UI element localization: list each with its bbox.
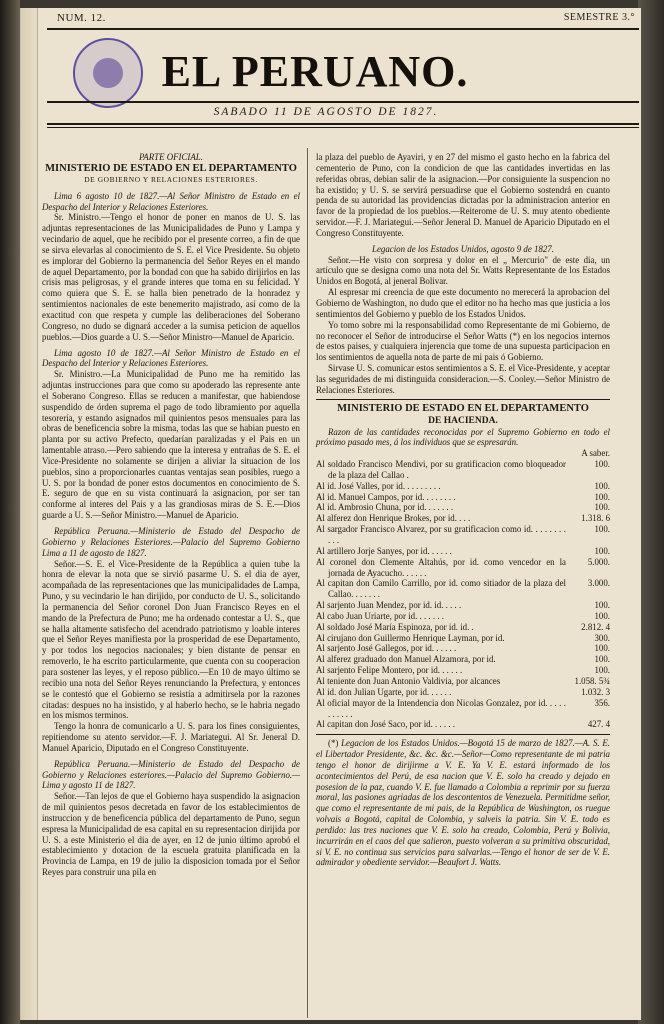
ledger-amount: 100. [594, 610, 610, 621]
ministry-heading-2: MINISTERIO DE ESTADO EN EL DEPARTAMENTO [337, 402, 589, 414]
ledger-row [316, 611, 610, 622]
ledger-recipient: Al id. don Julian Ugarte, por id. . . . . . [316, 686, 452, 697]
ledger-row [316, 698, 610, 720]
letter-3-dateline: República Peruana.—Ministerio de Estado del Despacho de Gobierno y Relaciones Esteriores.—Palacio del Supremo Gobierno Lima a 11 de agosto de 1827. [42, 526, 300, 558]
ledger-recipient: Al alferez don Henrique Brokes, por id. . . . [316, 513, 471, 524]
library-stamp [73, 38, 143, 108]
ledger-recipient: Al teniente don Juan Antonio Valdivia, por alcances [316, 675, 501, 686]
ledger-row [316, 459, 610, 481]
ledger-amount: 100. [594, 654, 610, 665]
ledger-recipient: Al sarjento Juan Mendez, por id. id. . . . . [316, 600, 462, 611]
page-shadow-right [638, 0, 664, 1024]
ledger-recipient: Al alferez graduado don Manuel Alzamora, por id. [316, 654, 496, 665]
ledger-amount: 1.032. 3 [581, 686, 610, 697]
masthead-title: EL PERUANO. [161, 47, 469, 96]
ledger-list [316, 459, 610, 730]
issue-number: NUM. 12. [57, 12, 106, 24]
legation-title: Legacion de los Estados Unidos, agosto 9 de 1827. [372, 243, 554, 254]
legation-para-1: Señor.—He visto con sorpresa y dolor en el „ Mercurio" de este dia, un artículo que se designa como una nota del Sr. Watts Representante de los Estados Unidos en Bogotá, al jeneral Bolivar. [316, 254, 610, 287]
ledger-recipient: Al oficial mayor de la Intendencia don Nicolas Gonzalez, por id. . . . . . . . . . . [316, 697, 566, 719]
footnote [316, 738, 610, 868]
section-heading: PARTE OFICIAL. [139, 152, 203, 162]
stamp-crest-icon [93, 58, 123, 88]
ledger-recipient: Al id. Ambrosio Chuna, por id. . . . . . . [316, 502, 454, 513]
ledger-intro: Razon de las cantidades reconocidas por el Supremo Gobierno en todo el próximo pasado mes, á los individuos que se espresarán. [316, 426, 610, 448]
legation-para-2: Al espresar mi creencia de que este documento no merecerá la aprobacion del Gobierno de Washington, no dudo que el editor no ha hecho mas que justicia a los sentimientos del Gobierno y pueblo de los Estados Unidos. [316, 287, 610, 319]
header-top-rule [47, 28, 639, 30]
ledger-amount: 1.318. 6 [581, 513, 610, 524]
ledger-amount: 300. [594, 632, 610, 643]
ledger-row [316, 622, 610, 633]
ledger-row [316, 654, 610, 665]
ledger-amount: 2.812. 4 [581, 621, 610, 632]
ledger-row [316, 687, 610, 698]
ledger-recipient: Al capitan don José Saco, por id. . . . . . [316, 719, 456, 730]
letter-3-body: Señor.—S. E. el Vice-Presidente de la República a quien tube la honra de elevar la nota que se sirvió pasarme U. S. el dia de ayer, acompañada de las representaciones que las municipalidades de Lampa, Puno, y su vecindario le han dirijido, por conducto de U. S., solicitando la permanencia del Señor coronel Don Juan Francisco Reyes en el mando de la Prefectura de Puno; me ha ordenado contestar a U. S., que se halla altamente satisfecho del acendrado patriotismo y loable interes que el Señor Reyes manifiesta por la prosperidad de ese Departamento, y por todos los negocios nacionales; y bien distante de pensar en removerlo, le ha escrito particularmente, que cuenta con su cooperacion para sostener las leyes, y el reposo público.—En 10 de mayo último se recibio una nota del Señor Reyes renunciando la Prefectura, y entonces se le contestó que el Gobierno se resistía a admitirsela por la razones citadas: despues no ha insistido, y al haberlo hecho, se le habria negado en los mismos terminos. [42, 558, 300, 721]
ministry-subheading-1: DE GOBIERNO Y RELACIONES ESTERIORES. [84, 174, 258, 184]
left-column [42, 152, 300, 878]
ledger-amount: 3.000. [587, 578, 610, 589]
ledger-amount: 1.058. 5¾ [574, 675, 610, 686]
ledger-row [316, 665, 610, 676]
ministry-subheading-2: DE HACIENDA. [428, 415, 498, 426]
ledger-recipient: Al cirujano don Guillermo Henrique Layman, por id. [316, 632, 505, 643]
ledger-amount: 100. [594, 491, 610, 502]
right-column [316, 152, 610, 868]
letter-4-continuation: la plaza del pueblo de Ayaviri, y en 27 del mismo el gasto hecho en la fabrica del cementerio de Puno, con la condicion de que las cantidades invertidas en las referidas obras, debian salir de la asignacion.—Por consiguiente la suspencion no ha existido; y U. S. se servirá persuadirse que el Gobierno sostendrá en cuanto penda de su autoridad las providencias dictadas por la administracion anterior en favor de la propiedad de los pueblos.—Reiterome de U. S. muy atento obediente servidor.—F. J. Mariategui.—Señor Jeneral D. Manuel de Aparicio Diputado en el Congreso Constituyente. [316, 152, 610, 238]
ledger-amount: 100. [594, 524, 610, 535]
ledger-row [316, 633, 610, 644]
ledger-amount: 100. [594, 643, 610, 654]
ledger-amount: 356. [594, 697, 610, 708]
semester-label: SEMESTRE 3.° [563, 12, 635, 23]
letter-2-body: Sr. Ministro.—La Municipalidad de Puno me ha remitido las adjuntas instrucciones para que como su apoderado las represente ante el Soberano Congreso. Ellas se reducen a manifestar, que habiendose suspendido de órden suprema el pago de todo libramiento por aquella tesorería, y estando asignados mil quinientos pesos mensuales para las obras de beneficencia sobre la misma, todas las que se habian puesto en planta por su activo Prefecto, quedarían paralizadas y el Pais en un lamentable atraso.—Pero sabiendo que la interesa y entrañas de S. E. el Vice-Presidente no solamente se dirijen a aliviar la situacion de los pueblos, sino a proporcionarles cuantas ventajas sean posibles, ruego a U. S. por la bondad de poner estos documentos en conocimiento de S. E. seguro de que en su vista continuará la asignacion, por ser tan conforme al interes del Pais y a las grandiosas miras de S. E.—Dios guarde a U. S.—Señor Ministro.—Manuel de Aparicio. [42, 369, 300, 521]
binding-strip [21, 8, 38, 1020]
letter-3-close: Tengo la honra de comunicarlo a U. S. para los fines consiguientes, repitiendome su atento servidor.—F. J. Mariategui. Al Sr. Jeneral D. Manuel Aparicio, Diputado en el Congreso Constituyente. [42, 721, 300, 753]
footnote-marker: (*) [328, 738, 339, 749]
ledger-row [316, 546, 610, 557]
ledger-recipient: Al coronel don Clemente Altahús, por id. como vencedor en la jornada de Ayacucho. . . . . . [316, 556, 566, 578]
letter-1-body: Sr. Ministro.—Tengo el honor de poner en manos de U. S. las adjuntas representaciones de las Municipalidades de Puno y Lampa y vecindario de aquel, que he recibido por el presente correo, a fin de que se sirva elevarlas al conocimiento de S. E. el Vice Presidente. Su objeto es implorar del Gobierno la permanencia del Señor Reyes en el mando de aquel Departamento, por la bondad con que ha sabido dirijirlos en las crisis mas peligrosas, y el grande interes que toma en su felicidad. Y como quiera que S. E. se halla bien penetrado de la honradez y sentimientos nacionales de este benemerito majistrado, así como de la exactitud con que respeta y cumple las deliberaciones del Soberano Congreso, no dudo se dignará acceder a la sumisa peticion de aquellos pueblos.—Dios guarde a U. S.—Señor Ministro—Manuel de Aparicio. [42, 212, 300, 342]
letter-2-dateline: Lima agosto 10 de 1827.—Al Señor Ministro de Estado en el Despacho del Interior y Relaciones Esteriores. [42, 347, 300, 369]
ledger-recipient: Al sargador Francisco Alvarez, por su gratificacion como id. . . . . . . . . . . [316, 524, 566, 545]
ledger-row [316, 513, 610, 524]
ledger-amount: 5.000. [587, 556, 610, 567]
ledger-recipient: Al artillero Jorje Sanyes, por id. . . . . . [316, 545, 452, 556]
ledger-recipient: Al sarjento José Gallegos, por id. . . . . . [316, 643, 457, 654]
ledger-row [316, 524, 610, 546]
masthead-rule [47, 101, 639, 103]
ledger-row [316, 719, 610, 730]
ledger-recipient: Al id. Manuel Campos, por id. . . . . . . . [316, 491, 456, 502]
date-bottom-rule [47, 123, 639, 125]
ledger-row [316, 643, 610, 654]
ledger-amount: 427. 4 [587, 719, 610, 730]
ledger-row [316, 481, 610, 492]
column-divider [307, 148, 308, 1018]
ledger-row [316, 502, 610, 513]
date-bottom-rule-thin [47, 127, 639, 128]
ledger-a-saber: A saber. [581, 448, 610, 459]
ledger-recipient: Al capitan don Camilo Carrillo, por id. como sitiador de la plaza del Callao. . . . . . . [316, 578, 566, 600]
ledger-recipient: Al id. José Valles, por id. . . . . . . . . [316, 480, 441, 491]
footnote-text: Legacion de los Estados Unidos.—Bogotá 15 de marzo de 1827.—A. S. E. el Libertador Presidente, &c. &c. &c.—Señor—Como representante de mi patria tengo el honor de dirijirme a V. E. Ya V. E. estará informado de los acontecimientos del Perú, de esa nacion que V. E. solo ha creado y dejado en posesion de la paz, cuando V. E. fue llamado a Colombia a reprimir por su fuerza moral, las pasiones agriadas de los descontentos de Venezuela. Permitidme señor, que como el representante de mi pais, de la República de Washington, os ruegue volvais a Bogotá, capital de Colombia, y salveis la patria. Sin V. E. todo es perdido: las tres naciones que V. E. solo ha creado, Colombia, Perú y Bolivia, incurrirán en el caos del que salieron, puesto volveran a su primitiva obscuridad, si V. E. no continua sus servicios para salvarlas.—Tengo el honor de ser de V. E. admirador y obediente servidor.—Beaufort J. Watts. [316, 738, 610, 868]
ledger-amount: 100. [594, 480, 610, 491]
ledger-row [316, 600, 610, 611]
ledger-amount: 100. [594, 459, 610, 470]
ledger-recipient: Al soldado José María Espinoza, por id. id. . [316, 621, 474, 632]
ministry-heading-1: MINISTERIO DE ESTADO EN EL DEPARTAMENTO [45, 162, 297, 174]
ledger-recipient: Al soldado Francisco Mendivi, por su gratificacion como bloqueador de la plaza del Callao . [316, 459, 566, 480]
ledger-row [316, 492, 610, 503]
letter-1-dateline: Lima 6 agosto 10 de 1827.—Al Señor Ministro de Estado en el Despacho del Interior y Relaciones Esteriores. [42, 190, 300, 212]
book-spine [0, 0, 20, 1024]
ledger-recipient: Al cabo Juan Uriarte, por id. . . . . . . [316, 610, 444, 621]
legation-para-4: Sirvase U. S. comunicar estos sentimientos a S. E. el Vice-Presidente, y aceptar las seguridades de mi distinguida consideracion.—S. Cooley.—Señor Ministro de Relaciones Esteriores. [316, 363, 610, 395]
ledger-recipient: Al sarjento Felipe Montero, por id. . . . . . [316, 665, 463, 676]
ledger-row [316, 557, 610, 579]
letter-4-dateline: República Peruana.—Ministerio de Estado del Despacho de Gobierno y Relaciones esteriores.—Palacio del Supremo Gobierno.—Lima y agosto 11 de 1827. [42, 758, 300, 791]
ledger-row [316, 578, 610, 600]
issue-date: SABADO 11 DE AGOSTO DE 1827. [213, 106, 439, 118]
ledger-row [316, 676, 610, 687]
ledger-amount: 100. [594, 502, 610, 513]
ledger-amount: 100. [594, 600, 610, 611]
ledger-amount: 100. [594, 545, 610, 556]
legation-para-3: Yo tomo sobre mi la responsabilidad como Representante de mi Gobierno, de no reconocer el Señor de introducirse el Señor Watts (*) en los negocios internos de estos paises, y cualquiera injerencia que tome de una supuesta participacion en los sentimientos de aquella nota de parte de mi pais ó Gobierno. [316, 319, 610, 363]
letter-4-body: Señor.—Tan lejos de que el Gobierno haya suspendido la asignacion de mil quinientos pesos decretada en favor de los establecimientos de instruccion y de beneficencia pública del departamento de Puno, segun espresa la Municipalidad de esa capital en su representacion dirijida por U. S. a este Ministerio el dia de ayer, en 12 de junio último aprobó el establecimiento y dotacion de la escuela gratuita planificada en la Provincia de Lampa, en 19 de julio la disposicion tomada por el Señor Reyes para construir una pila en [42, 791, 300, 878]
ledger-amount: 100. [594, 665, 610, 676]
